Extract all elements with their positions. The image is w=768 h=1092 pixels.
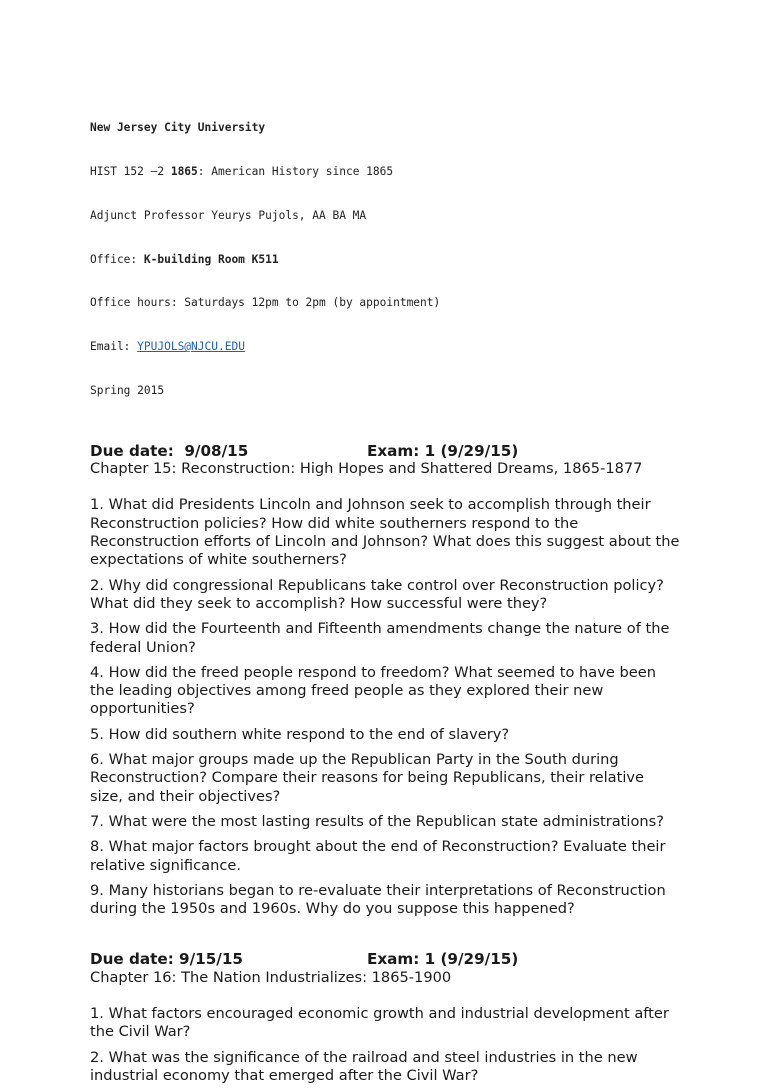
question-item: 6. What major groups made up the Republican Party in the South during Reconstruction? Compare their reasons for being Republicans, their relative size, and their objectives? [90,751,644,805]
professor-line: Adjunct Professor Yeurys Pujols, AA BA MA [90,208,367,222]
question-item: 4. How did the freed people respond to freedom? What seemed to have been the leading objectives among freed people as they explored their new opportunities? [90,663,656,718]
question-item: 1. What did Presidents Lincoln and Johnson seek to accomplish through their Reconstruction policies? How did white southerners respond to the Reconstruction efforts of Lincoln and Johnson? What does this suggest about the expectations of white southerners? [90,496,680,569]
question-item: 5. How did southern white respond to the end of slavery? [90,725,510,743]
due-date: Due date: 9/08/15 [90,441,249,460]
question-list [90,1005,690,1085]
due-row [90,950,690,969]
assignment-section [90,442,690,919]
university-name: New Jersey City University [90,121,266,135]
due-date: Due date: 9/15/15 [90,950,243,969]
exam-date: Exam: 1 (9/29/15) [367,950,519,969]
question-item: 9. Many historians began to re-evaluate their interpretations of Reconstruction during the 1950s and 1960s. Why do you suppose this happened? [90,881,666,918]
course-title: : American History since 1865 [197,164,394,178]
question-item: 3. How did the Fourteenth and Fifteenth amendments change the nature of the federal Union? [90,620,670,656]
question-item: 8. What major factors brought about the end of Reconstruction? Evaluate their relative significance. [90,838,666,874]
question-item: 1. What factors encouraged economic growth and industrial development after the Civil War? [90,1005,669,1041]
course-year: 1865 [170,164,198,178]
question-item: 2. What was the significance of the railroad and steel industries in the new industrial economy that emerged after the Civil War? [90,1048,638,1085]
course-line [90,165,690,180]
office-line [90,253,690,268]
office-value: K-building Room K511 [143,252,279,266]
course-code: HIST 152 –2 [90,164,171,178]
due-row [90,442,690,461]
document-page [90,92,690,1092]
question-item: 2. Why did congressional Republicans take control over Reconstruction policy? What did they seek to accomplish? How successful were they? [90,576,664,612]
question-item: 7. What were the most lasting results of the Republican state administrations? [90,812,664,830]
email-line [90,340,690,355]
email-link[interactable]: YPUJOLS@NJCU.EDU [137,340,245,354]
office-label: Office: [90,252,144,266]
course-header [90,92,690,428]
exam-date: Exam: 1 (9/29/15) [367,441,519,460]
office-hours-line: Office hours: Saturdays 12pm to 2pm (by appointment) [90,296,441,310]
term-line: Spring 2015 [90,383,165,397]
question-list [90,496,690,918]
chapter-title: Chapter 16: The Nation Industrializes: 1865-1900 [90,968,452,986]
chapter-title: Chapter 15: Reconstruction: High Hopes and Shattered Dreams, 1865-1877 [90,460,643,478]
email-label: Email: [90,340,138,354]
assignment-section [90,950,690,1085]
